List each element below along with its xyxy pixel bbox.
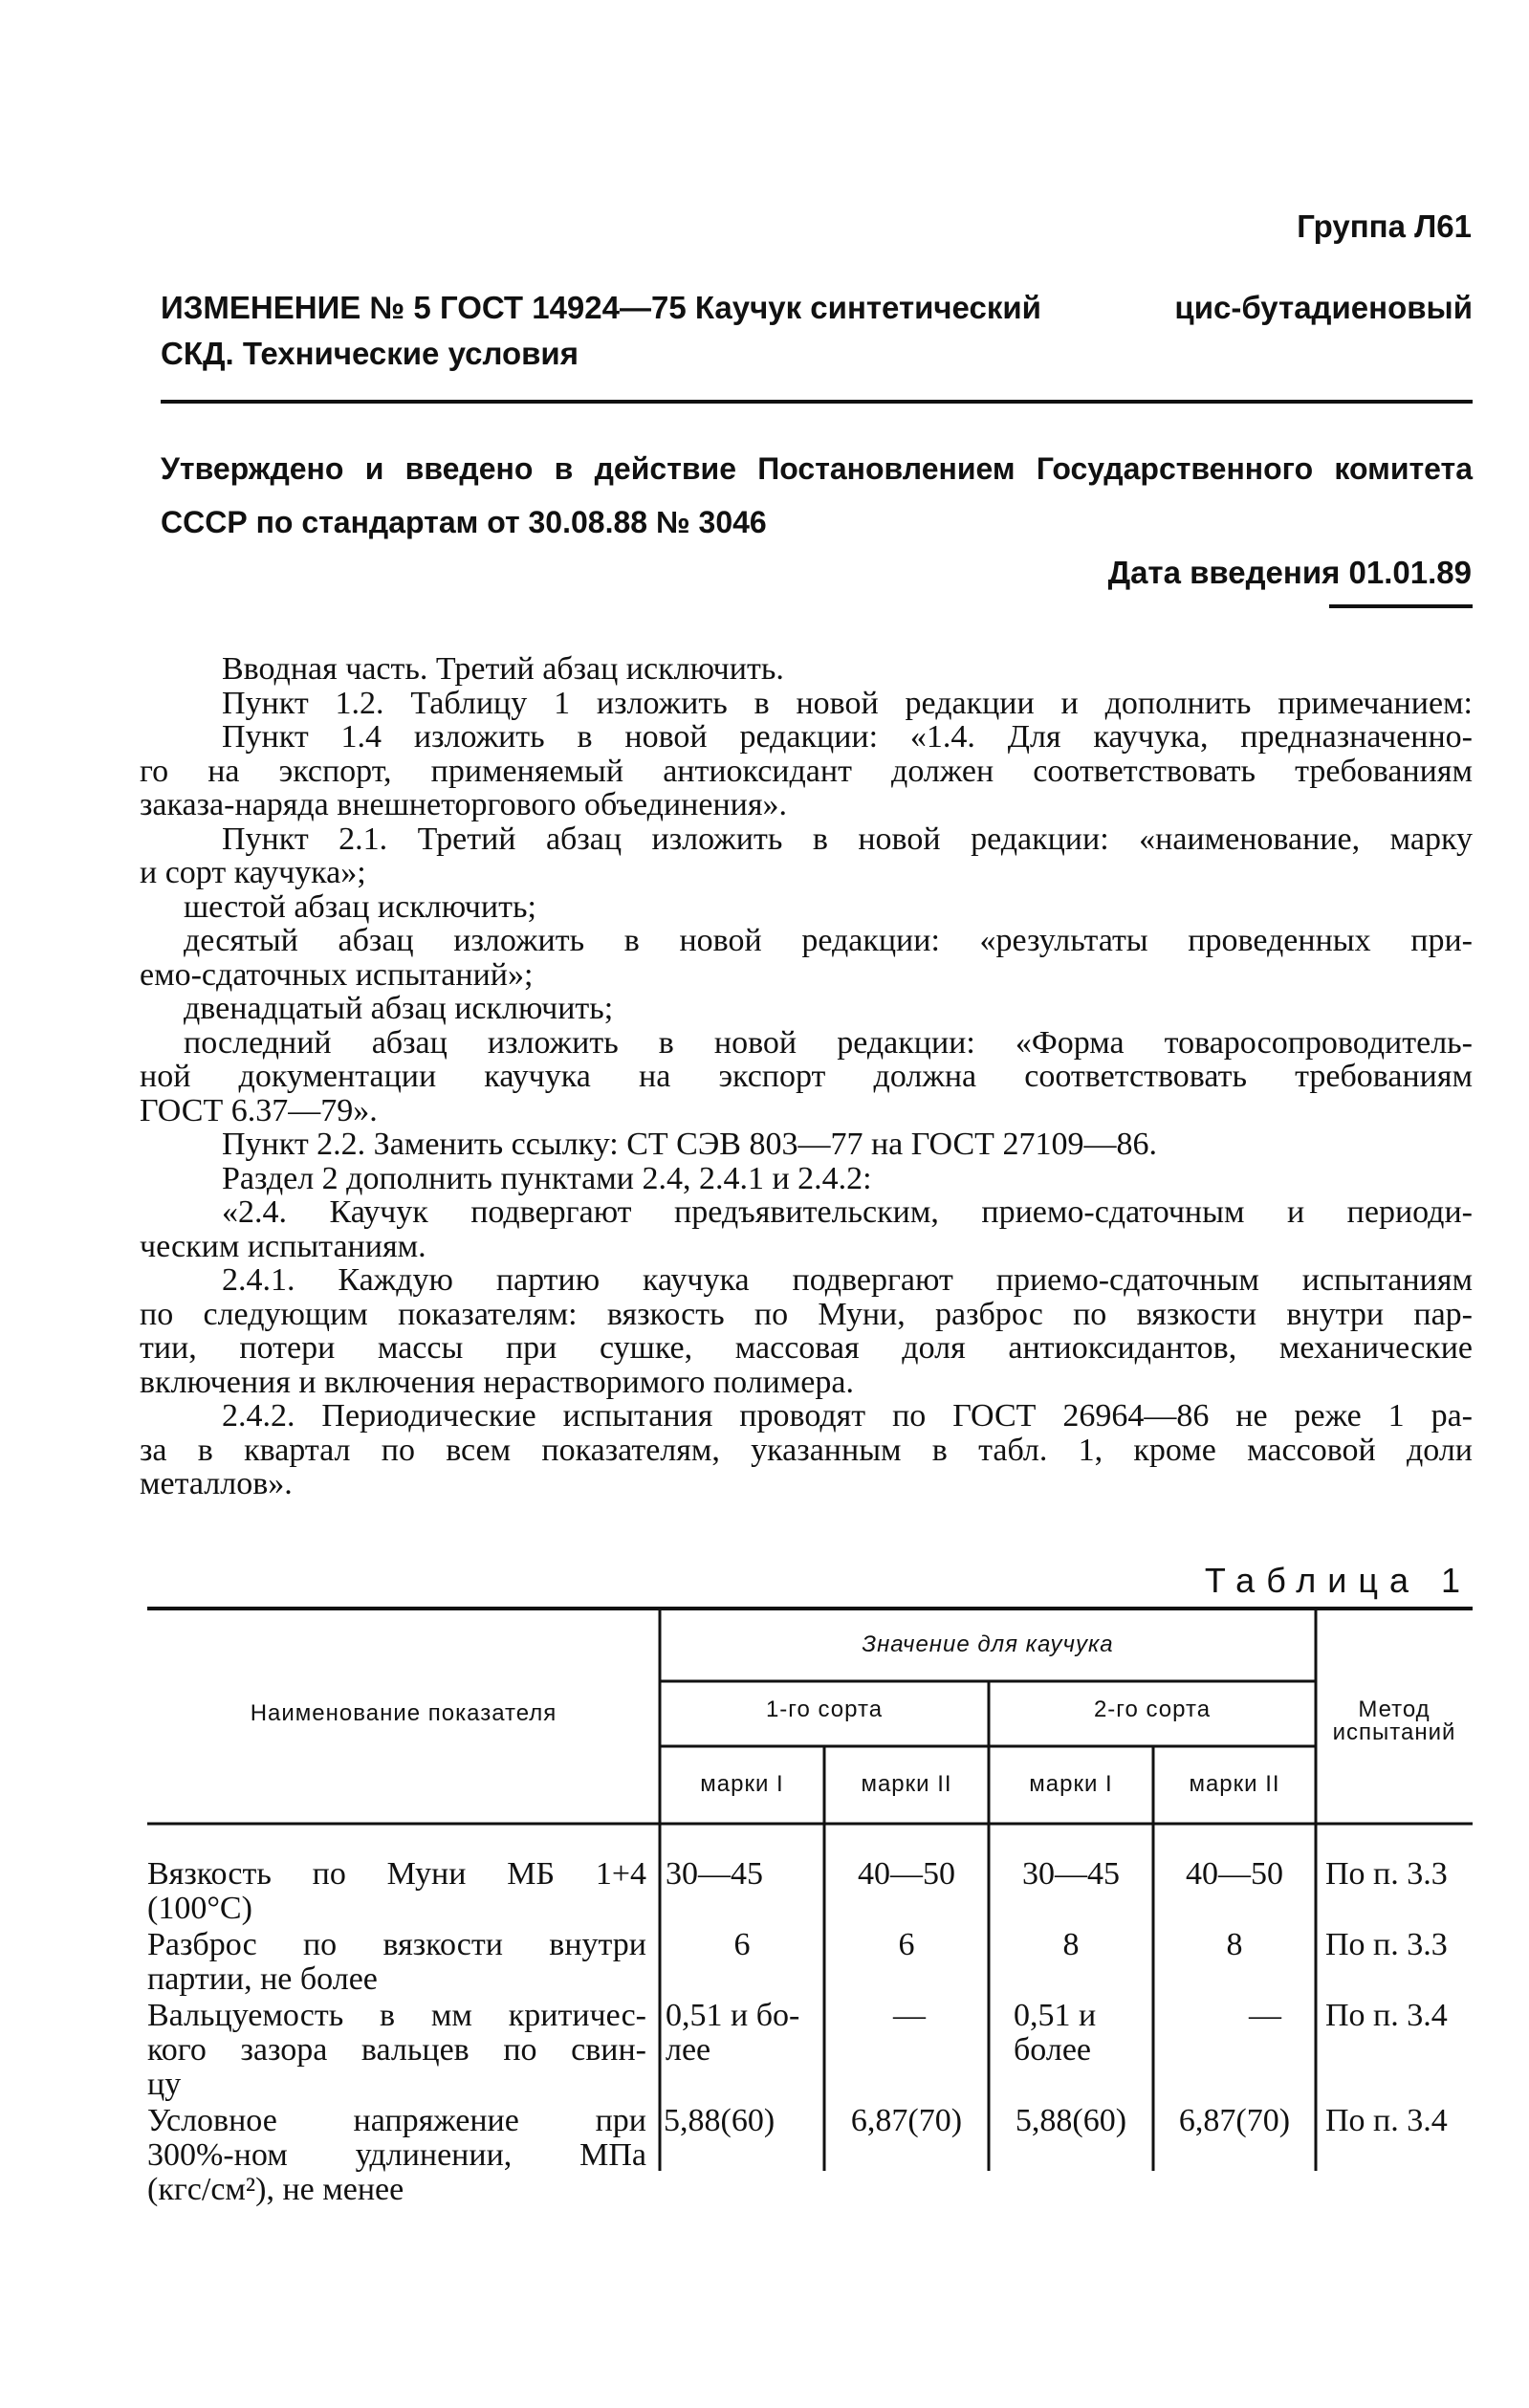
date-underline xyxy=(1329,604,1473,608)
header-grade-2: 2-го сорта xyxy=(1093,1697,1212,1722)
header-method-line: испытаний xyxy=(1332,1719,1456,1745)
name-line: Вязкость по Муни МБ 1+4 xyxy=(147,1856,646,1892)
paragraph: десятый абзац изложить в новой редакции: «результаты проведенных при- xyxy=(184,923,1473,958)
table-caption: Таблица 1 xyxy=(1204,1561,1472,1600)
header-grade-1: 1-го сорта xyxy=(765,1697,884,1722)
cell-value: 40—50 xyxy=(858,1856,955,1892)
title-line-1-right: цис-бутадиеновый xyxy=(1174,290,1473,325)
value-line: более xyxy=(1014,2032,1091,2068)
cell-value: — xyxy=(893,1998,926,2033)
spec-table xyxy=(147,1607,1473,2207)
paragraph: «2.4. Каучук подвергают предъявительским, приемо-сдаточным и периоди- xyxy=(222,1194,1473,1230)
value-line: 0,51 и бо- xyxy=(666,1998,800,2033)
title-divider xyxy=(161,400,1473,404)
paragraph: Пункт 2.2. Заменить ссылку: СТ СЭВ 803—77 на ГОСТ 27109—86. xyxy=(222,1127,1157,1162)
name-line xyxy=(147,1928,646,1962)
paragraph: Вводная часть. Третий абзац исключить. xyxy=(222,651,784,687)
paragraph: Пункт 1.2. Таблицу 1 изложить в новой редакции и дополнить примечанием: xyxy=(222,685,1473,721)
paragraph: металлов». xyxy=(140,1466,293,1501)
title-line-1-left: ИЗМЕНЕНИЕ № 5 ГОСТ 14924—75 Каучук синтетический xyxy=(161,290,1041,325)
paragraph: ческим испытаниям. xyxy=(140,1228,426,1264)
cell-value xyxy=(666,1999,824,2068)
cell-value: — xyxy=(1249,1998,1281,2033)
paragraph: емо-сдаточных испытаний»; xyxy=(140,956,534,993)
title-line-2: СКД. Технические условия xyxy=(161,336,579,371)
value-line: лее xyxy=(666,2032,711,2068)
paragraph: двенадцатый абзац исключить; xyxy=(184,991,614,1026)
value-line: 0,51 и xyxy=(1014,1998,1097,2033)
header-mark-2: марки II xyxy=(1189,1771,1280,1797)
cell-value: 5,88(60) xyxy=(664,2103,775,2138)
paragraph: Раздел 2 дополнить пунктами 2.4, 2.4.1 и 2.4.2: xyxy=(222,1160,872,1196)
cell-value xyxy=(1014,1999,1153,2068)
name-line: партии, не более xyxy=(147,1961,378,1997)
paragraph: за в квартал по всем показателям, указанным в табл. 1, кроме массовой доли xyxy=(140,1432,1473,1468)
cell-value: 6,87(70) xyxy=(850,2103,963,2138)
paragraph: тии, потери массы при сушке, массовая доля антиоксидантов, механические xyxy=(140,1330,1473,1366)
header-value-group: Значение для каучука xyxy=(862,1631,1114,1657)
paragraph: 2.4.1. Каждую партию каучука подвергают приемо-сдаточным испытаниям xyxy=(222,1262,1473,1298)
paragraph: включения и включения нерастворимого полимера. xyxy=(140,1364,854,1400)
name-line: цу xyxy=(147,2067,182,2102)
header-method-line: Метод xyxy=(1358,1697,1431,1722)
header-name: Наименование показателя xyxy=(250,1700,557,1726)
name-line xyxy=(147,2104,646,2138)
cell-method: По п. 3.4 xyxy=(1325,1998,1448,2033)
paragraph: Пункт 2.1. Третий абзац изложить в новой редакции: «наименование, марку xyxy=(222,821,1473,857)
name-line: Разброс по вязкости внутри xyxy=(147,1927,646,1962)
paragraph: шестой абзац исключить; xyxy=(184,888,536,925)
group-code: Группа Л61 xyxy=(1297,208,1472,244)
cell-method: По п. 3.3 xyxy=(1325,1856,1448,1892)
header-mark-2: марки II xyxy=(861,1771,952,1797)
paragraph: ГОСТ 6.37—79». xyxy=(140,1092,378,1128)
cell-value: 6,87(70) xyxy=(1178,2103,1291,2138)
name-line: кого зазора вальцев по свин- xyxy=(147,2032,646,2068)
paragraph: по следующим показателям: вязкость по Муни, разброс по вязкости внутри пар- xyxy=(140,1296,1473,1332)
cell-value: 40—50 xyxy=(1186,1856,1283,1892)
cell-value: 6 xyxy=(898,1927,915,1962)
paragraph: го на экспорт, применяемый антиоксидант должен соответствовать требованиям xyxy=(140,753,1473,789)
paragraph: ной документации каучука на экспорт должна соответствовать требованиям xyxy=(140,1059,1473,1094)
cell-value: 6 xyxy=(733,1927,751,1962)
cell-value: 5,88(60) xyxy=(1015,2103,1127,2138)
paragraph: Пункт 1.4 изложить в новой редакции: «1.4. Для каучука, предназначенно- xyxy=(222,719,1473,755)
name-line: Вальцуемость в мм критичес- xyxy=(147,1998,646,2033)
header-mark-1: марки I xyxy=(700,1771,784,1797)
name-line xyxy=(147,1999,646,2068)
name-line: (100°С) xyxy=(147,1891,252,1926)
name-line xyxy=(147,2138,646,2173)
paragraph: заказа-наряда внешнеторгового объединения». xyxy=(140,787,787,822)
paragraph: последний абзац изложить в новой редакции: «Форма товаросопроводитель- xyxy=(184,1024,1473,1061)
document-title xyxy=(161,285,1473,377)
cell-value: 30—45 xyxy=(1022,1856,1120,1892)
cell-method: По п. 3.4 xyxy=(1325,2103,1448,2138)
name-line: 300%-ном удлинении, МПа xyxy=(147,2137,646,2173)
header-mark-1: марки I xyxy=(1029,1771,1113,1797)
effective-date: Дата введения 01.01.89 xyxy=(1107,555,1472,590)
approval-statement: Утверждено и введено в действие Постановлением Государственного комитета СССР по стандартам от 30.08.88 № 3046 xyxy=(161,451,1473,539)
name-line: Условное напряжение при xyxy=(147,2103,646,2138)
name-line: (кгс/см²), не менее xyxy=(147,2172,404,2207)
table-row-name xyxy=(147,1857,646,1892)
header-method xyxy=(1316,1698,1473,1744)
cell-value: 8 xyxy=(1062,1927,1080,1962)
cell-method: По п. 3.3 xyxy=(1325,1927,1448,1962)
cell-value: 30—45 xyxy=(666,1856,763,1892)
paragraph: 2.4.2. Периодические испытания проводят по ГОСТ 26964—86 не реже 1 ра- xyxy=(222,1398,1473,1434)
cell-value: 8 xyxy=(1226,1927,1243,1962)
amendment-body xyxy=(140,652,1473,1501)
paragraph: и сорт каучука»; xyxy=(140,855,366,890)
